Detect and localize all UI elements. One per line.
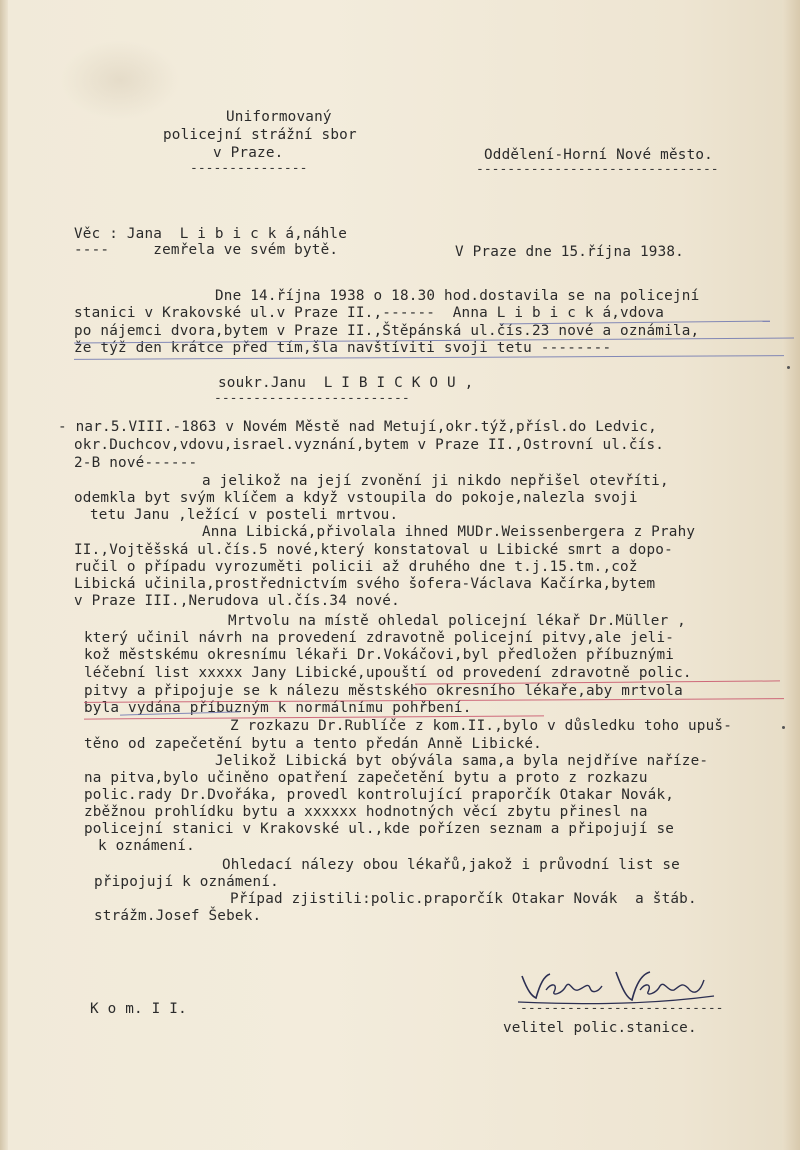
body-line: léčební list xxxxx Jany Libické,upouští od provedení zdravotně polic. — [84, 665, 692, 681]
body-line: II.,Vojtěšská ul.čís.5 nové,který konstatoval u Libické smrt a dopo- — [74, 542, 673, 558]
body-line: polic.rady Dr.Dvořáka, provedl kontrolující praporčík Otakar Novák, — [84, 787, 675, 803]
body-line: Libická učinila,prostřednictvím svého šofera-Václava Kačírka,bytem — [74, 576, 656, 592]
body-line: stanici v Krakovské ul.v Praze II.,------ Anna L i b i c k á,vdova — [74, 305, 665, 321]
body-line: strážm.Josef Šebek. — [94, 908, 262, 924]
paper-right-edge — [782, 0, 800, 1150]
body-line: okr.Duchcov,vdovu,israel.vyznání,bytem v Praze II.,Ostrovní ul.čís. — [74, 437, 665, 453]
body-line: zběžnou prohlídku bytu a xxxxxx hodnotných věcí zbytu přinesl na — [84, 804, 648, 820]
body-line: těno od zapečetění bytu a tento předán Anně Libické. — [84, 736, 542, 752]
signature-role: velitel polic.stanice. — [503, 1020, 697, 1036]
body-line: Případ zjistili:polic.praporčík Otakar Novák a štáb. — [230, 891, 697, 907]
deceased-underline: ------------------------- — [214, 391, 410, 406]
margin-dot — [782, 726, 785, 729]
paper-stain — [60, 40, 180, 120]
body-line: pitvy a připojuje se k nálezu městského okresního lékaře,aby mrtvola — [84, 683, 683, 699]
body-line: Dne 14.října 1938 o 18.30 hod.dostavila se na policejní — [215, 288, 700, 304]
body-line: a jelikož na její zvonění ji nikdo nepřišel otevříti, — [202, 473, 669, 489]
body-line: odemkla byt svým klíčem a když vstoupila do pokoje,nalezla svoji — [74, 490, 638, 506]
body-line: byla vydána příbuzným k normálnímu pohřbení. — [84, 700, 472, 716]
office-label: K o m. I I. — [90, 1001, 187, 1017]
subject-line-2: ---- zemřela ve svém bytě. — [74, 242, 339, 258]
body-line: který učinil návrh na provedení zdravotně policejní pitvy,ale jeli- — [84, 630, 675, 646]
body-line: Mrtvolu na místě ohledal policejní lékař Dr.Müller , — [228, 613, 686, 629]
department-title: Oddělení-Horní Nové město. — [484, 147, 713, 163]
paper-left-edge — [0, 0, 8, 1150]
document-date: V Praze dne 15.října 1938. — [455, 244, 684, 260]
body-line: tetu Janu ,ležící v posteli mrtvou. — [90, 507, 399, 523]
body-line: Z rozkazu Dr.Rublíče z kom.II.,bylo v důsledku toho upuš- — [230, 718, 733, 734]
body-line: - nar.5.VIII.-1863 v Novém Městě nad Metují,okr.týž,přísl.do Ledvic, — [58, 419, 657, 435]
org-line-2: policejní strážní sbor — [163, 127, 357, 143]
department-underline: ------------------------------- — [476, 162, 719, 177]
body-line: k oznámení. — [98, 838, 195, 854]
body-line: v Praze III.,Nerudova ul.čís.34 nové. — [74, 593, 400, 609]
body-line: kož městskému okresnímu lékaři Dr.Vokáčovi,byl předložen příbuznými — [84, 647, 675, 663]
body-line: Ohledací nálezy obou lékařů,jakož i průvodní list se — [222, 857, 680, 873]
body-line: po nájemci dvora,bytem v Praze II.,Štěpánská ul.čís.23 nové a oznámila, — [74, 323, 700, 339]
deceased-name: soukr.Janu L I B I C K O U , — [218, 375, 474, 391]
body-line: Anna Libická,přivolala ihned MUDr.Weissenbergera z Prahy — [202, 524, 696, 540]
body-line: že týž den krátce před tím,šla navštíviti svoji tetu -------- — [74, 340, 612, 356]
body-line: policejní stanici v Krakovské ul.,kde pořízen seznam a připojují se — [84, 821, 675, 837]
body-line: na pitva,bylo učiněno opatření zapečetění bytu a proto z rozkazu — [84, 770, 648, 786]
body-line: připojují k oznámení. — [94, 874, 279, 890]
body-line: 2-B nové------ — [74, 455, 198, 471]
body-line: ručil o případu vyrozuměti policii až druhého dne t.j.15.tm.,což — [74, 559, 638, 575]
org-line-3: v Praze. — [213, 145, 284, 161]
signature-underline: -------------------------- — [520, 1001, 724, 1016]
margin-dot — [787, 366, 790, 369]
org-line-1: Uniformovaný — [226, 109, 332, 125]
subject-line-1: Věc : Jana L i b i c k á,náhle — [74, 226, 348, 242]
org-underline: --------------- — [190, 161, 308, 176]
body-line: Jelikož Libická byt obývála sama,a byla nejdříve naříze- — [215, 753, 709, 769]
